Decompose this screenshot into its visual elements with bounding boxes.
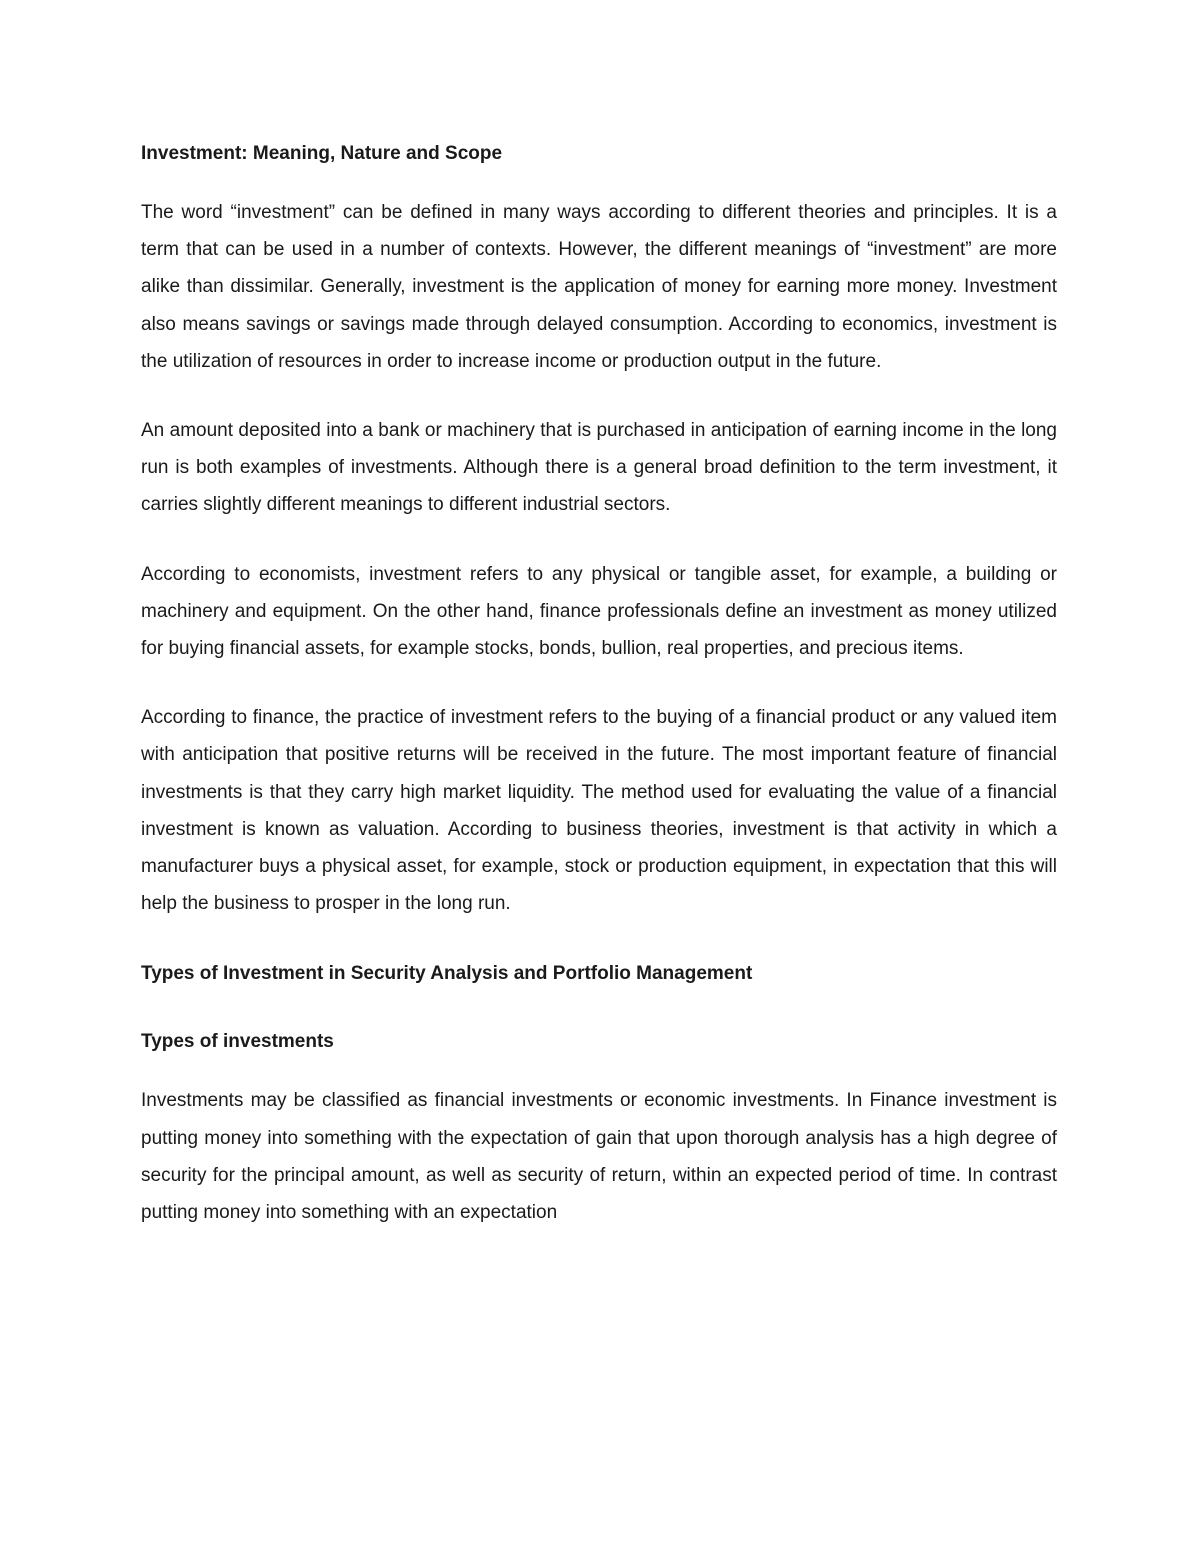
paragraph-examples: An amount deposited into a bank or machinery that is purchased in anticipation of earning income in the long run is both examples of investments. Although there is a general broad definition to the term investment, it carries slightly different meanings to different industrial sectors. — [141, 420, 1057, 516]
paragraph-finance: According to finance, the practice of investment refers to the buying of a financial product or any valued item with anticipation that positive returns will be received in the future. The most important feature of financial investments is that they carry high market liquidity. The method used for evaluating the value of a financial investment is known as valuation. According to business theories, investment is that activity in which a manufacturer buys a physical asset, for example, stock or production equipment, in expectation that this will help the business to prosper in the long run. — [141, 707, 1057, 915]
document-title: Investment: Meaning, Nature and Scope — [141, 143, 503, 164]
paragraph-definition: The word “investment” can be defined in many ways according to different theories and principles. It is a term that can be used in a number of contexts. However, the different meanings of “investment” are more alike than dissimilar. Generally, investment is the application of money for earning more money. Investment also means savings or savings made through delayed consumption. According to economics, investment is the utilization of resources in order to increase income or production output in the future. — [141, 202, 1057, 372]
subsection-heading: Types of investments — [141, 1031, 334, 1053]
paragraph-economists: According to economists, investment refers to any physical or tangible asset, for example, a building or machinery and equipment. On the other hand, finance professionals define an investment as money utilized for buying financial assets, for example stocks, bonds, bullion, real properties, and precious items. — [141, 563, 1057, 660]
section-heading: Types of Investment in Security Analysis and Portfolio Management — [141, 963, 753, 985]
paragraph-types: Investments may be classified as financial investments or economic investments. In Finance investment is putting money into something with the expectation of gain that upon thorough analysis has a high degree of security for the principal amount, as well as security of return, within an expected period of time. In contrast putting money into something with an expectation — [141, 1090, 1057, 1224]
document-body — [141, 138, 1057, 1231]
